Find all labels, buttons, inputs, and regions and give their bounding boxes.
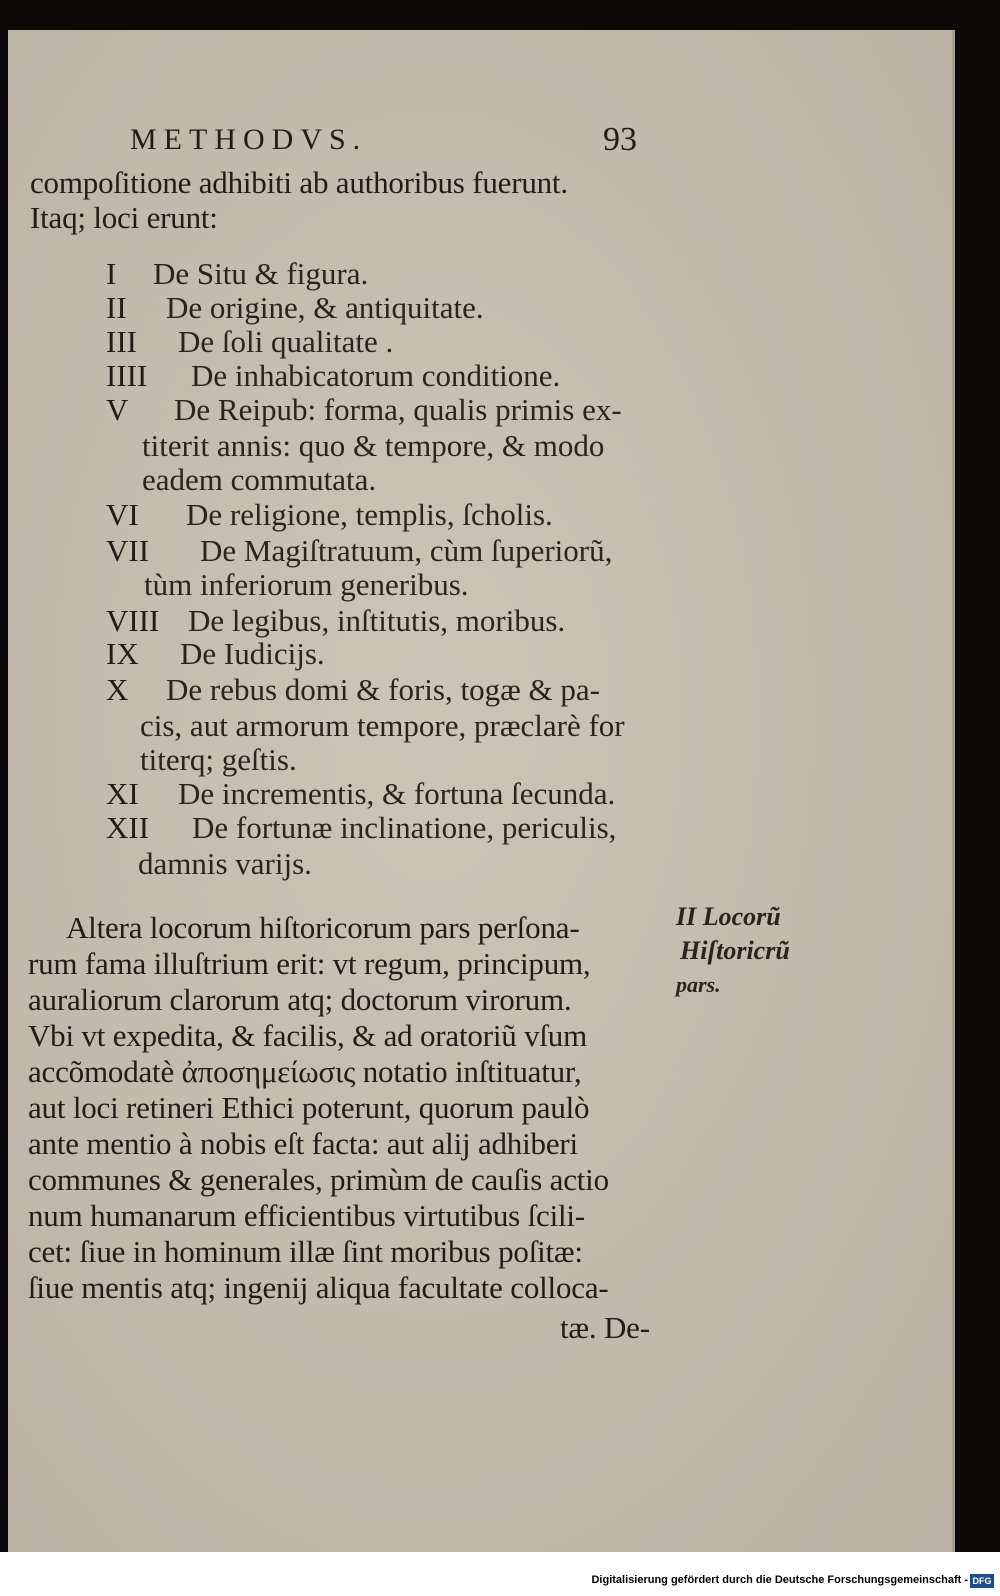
- paragraph-line: Vbi vt expedita, & facilis, & ad oratoriũ vſum: [28, 1018, 588, 1053]
- page-number: 93: [603, 121, 637, 158]
- dfg-logo: DFG: [970, 1574, 994, 1588]
- book-page: [8, 30, 955, 1552]
- topic-text: De rebus domi & foris, togæ & pa-: [166, 672, 600, 707]
- topic-text-continued: eadem commutata.: [142, 462, 377, 497]
- topic-text-continued: tùm inferiorum generibus.: [144, 567, 469, 602]
- topic-numeral: III: [106, 324, 137, 359]
- topic-numeral: X: [106, 672, 129, 707]
- paragraph-line: rum fama illuſtrium erit: vt regum, principum,: [28, 946, 591, 981]
- topic-text: De Magiſtratuum, cùm ſuperiorũ,: [200, 533, 613, 568]
- paragraph-line: Altera locorum hiſtoricorum pars perſona-: [66, 910, 580, 945]
- paragraph-line: auraliorum clarorum atq; doctorum virorum.: [28, 982, 572, 1017]
- topic-text-continued: cis, aut armorum tempore, præclarè for: [140, 708, 625, 743]
- topic-text: De Reipub: forma, qualis primis ex-: [174, 392, 622, 427]
- topic-numeral: IX: [106, 636, 139, 671]
- topic-text-continued: titerq; geſtis.: [140, 742, 297, 777]
- topic-numeral: V: [106, 392, 129, 427]
- topic-numeral: XII: [106, 810, 150, 845]
- topic-text-continued: damnis varijs.: [138, 846, 312, 881]
- margin-note-line: Hiſtoricrũ: [680, 936, 790, 965]
- topic-text: De legibus, inſtitutis, moribus.: [188, 603, 566, 638]
- funding-credit: Digitalisierung gefördert durch die Deutsche Forschungsgemeinschaft -: [591, 1574, 968, 1586]
- margin-note-line: II Locorũ: [676, 902, 781, 931]
- topic-numeral: XI: [106, 776, 139, 811]
- topic-text: De Situ & figura.: [153, 256, 369, 291]
- paragraph-line: communes & generales, primùm de cauſis actio: [28, 1162, 609, 1197]
- topic-text: De origine, & antiquitate.: [166, 290, 484, 325]
- intro-line: compoſitione adhibiti ab authoribus fuerunt.: [30, 165, 568, 200]
- paragraph-line: aut loci retineri Ethici poterunt, quorum paulò: [28, 1090, 590, 1125]
- paragraph-line: num humanarum efficientibus virtutibus ſcili-: [28, 1198, 585, 1233]
- running-head-title: METHODVS.: [130, 123, 368, 156]
- topic-text: De inhabicatorum conditione.: [191, 358, 561, 393]
- paragraph-line: ſiue mentis atq; ingenij aliqua facultate colloca-: [28, 1270, 609, 1305]
- topic-numeral: IIII: [106, 358, 148, 393]
- topic-text: De Iudicijs.: [180, 636, 325, 671]
- topic-numeral: VIII: [106, 603, 160, 638]
- margin-note-line: pars.: [676, 972, 721, 997]
- paragraph-line: accõmodatè ἀποσημείωσις notatio inſtituatur,: [28, 1054, 582, 1089]
- topic-text: De ſoli qualitate .: [178, 324, 394, 359]
- footer-bar: [0, 1552, 1000, 1596]
- catchword: tæ. De-: [560, 1310, 650, 1345]
- topic-numeral: I: [106, 256, 117, 291]
- paragraph-line: ante mentio à nobis eſt facta: aut alij adhiberi: [28, 1126, 578, 1161]
- paragraph-line: cet: ſiue in hominum illæ ſint moribus poſitæ:: [28, 1234, 583, 1269]
- topic-numeral: VII: [106, 533, 150, 568]
- topic-text: De fortunæ inclinatione, periculis,: [192, 810, 617, 845]
- topic-text: De incrementis, & fortuna ſecunda.: [178, 776, 616, 811]
- topic-numeral: II: [106, 290, 127, 325]
- topic-text: De religione, templis, ſcholis.: [186, 497, 553, 532]
- topic-text-continued: titerit annis: quo & tempore, & modo: [142, 428, 605, 463]
- intro-line: Itaq; loci erunt:: [30, 200, 218, 235]
- topic-numeral: VI: [106, 497, 139, 532]
